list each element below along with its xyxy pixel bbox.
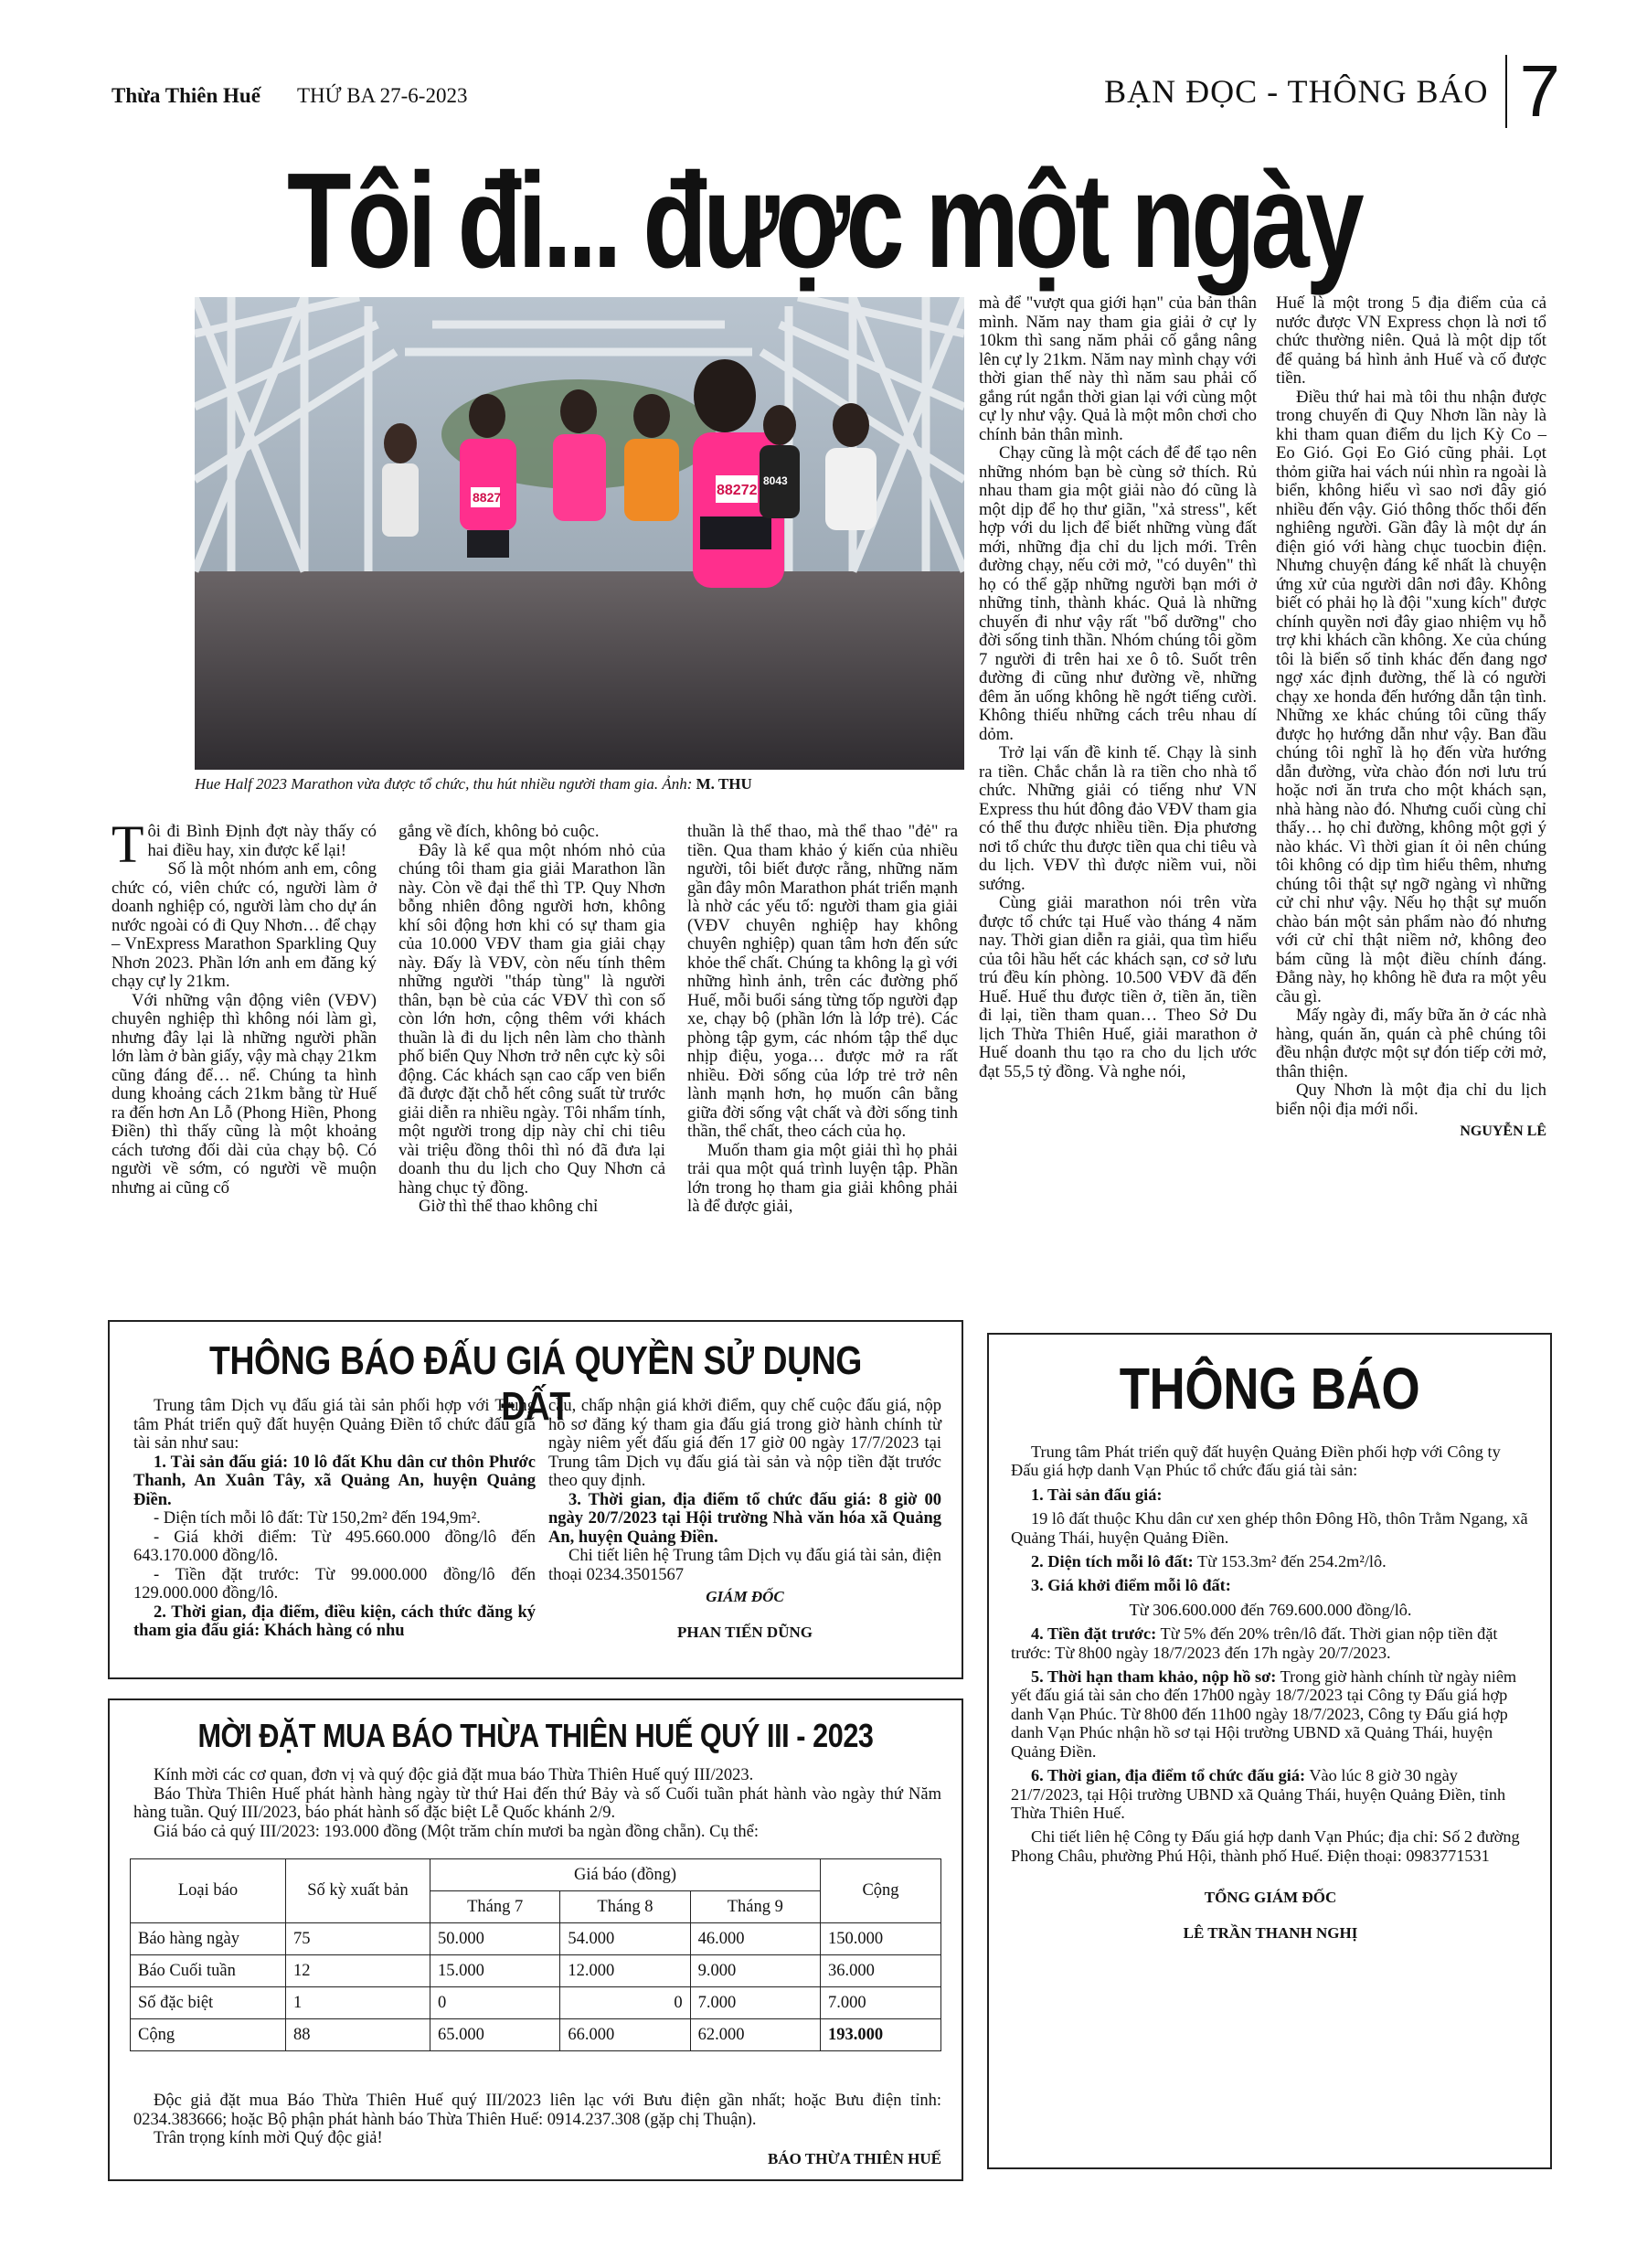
notice2-section-label: 2. Diện tích mỗi lô đất:	[1031, 1552, 1194, 1571]
marathon-runners-photo	[195, 297, 964, 770]
notice-paragraph: 3. Thời gian, địa điểm tổ chức đấu giá: 8 giờ 00 ngày 20/7/2023 tại Hội trường Nhà văn hóa xã Quảng An, huyện Quảng Điền.	[548, 1490, 941, 1547]
price-table	[130, 1858, 941, 2051]
article-paragraph: Với những vận động viên (VĐV) chuyên nghiệp thì không nói làm gì, nhưng đây lại là những người phần lớn làm ở bàn giấy, vậy mà chạy 21km cũng đáng để… nể. Chúng ta hình dung khoảng cách 21km bằng từ Huế ra đến hơn An Lỗ (Phong Hiền, Phong Điền) thì thấy cũng là một khoảng cách tương đối dài của chạy bộ. Có người về sớm, có người về muộn nhưng ai cũng cố	[112, 990, 377, 1198]
section-name: BẠN ĐỌC - THÔNG BÁO	[1104, 73, 1489, 110]
notice-title: THÔNG BÁO ĐẤU GIÁ QUYỀN SỬ DỤNG ĐẤT	[209, 1338, 862, 1429]
subscribe-paragraph: Báo Thừa Thiên Huế phát hành hàng ngày từ thứ Hai đến thứ Bảy và số Cuối tuần phát hành vào ngày thứ Năm hàng tuần. Quý III/2023, báo phát hành số đặc biệt Lễ Quốc khánh 2/9.	[133, 1784, 941, 1822]
bib-text-1: 8827	[473, 490, 502, 505]
article-column-4	[979, 294, 1257, 1081]
notice2-section-text: Trong giờ hành chính từ ngày niêm yết đấu giá tài sản cho đến 17h00 ngày 18/7/2023 tại Công ty Đấu giá hợp danh Vạn Phúc. Từ 8h00 đến 11h00 ngày 18/7/2023, Công ty Đấu giá hợp danh Vạn Phúc nhận hồ sơ tại Hội trường UBND xã Quảng Thái, huyện Quảng Điền.	[1011, 1667, 1517, 1761]
notice-paragraph: - Giá khởi điểm: Từ 495.660.000 đồng/lô đến 643.170.000 đồng/lô.	[133, 1528, 536, 1565]
article-paragraph: Đây là kể qua một nhóm nhỏ của chúng tôi tham gia giải Marathon lần này. Còn về đại thể thì TP. Quy Nhơn bỗng nhiên đông người hơn, không khí sôi động hơn khi có sự tham gia của 10.000 VĐV tham gia giải chạy này. Đấy là VĐV, còn nếu tính thêm những người "tháp tùng" là người thân, bạn bè của các VĐV thì con số còn lớn hơn, cộng thêm với khách thuần là đi du lịch nên làm cho thành phố biển Quy Nhơn trở nên cực kỳ sôi động. Các khách sạn cao cấp ven biển đã được đặt chỗ hết công suất từ trước giải diễn ra nhiều ngày. Tôi nhẩm tính, một người trong dịp này chỉ chi tiêu vài triệu đồng thôi thì nó đã đưa lại doanh thu du lịch cho Quy Nhơn cả hàng chục tỷ đồng.	[398, 840, 665, 1198]
cell-total: 7.000	[821, 1987, 941, 2019]
subscribe-paragraph: Trân trọng kính mời Quý độc giả!	[154, 2129, 383, 2147]
notice2-section-label: 1. Tài sản đấu giá:	[1031, 1485, 1163, 1504]
subscription-notice	[108, 1698, 963, 2181]
article-byline: NGUYỄN LÊ	[1460, 1123, 1546, 1139]
article-paragraph: Muốn tham gia một giải thì họ phải trải qua một quá trình luyện tập. Phần lớn trong họ tham gia giải không phải là để được giải,	[687, 1140, 958, 1216]
cell-m8: 66.000	[560, 2019, 690, 2051]
subscribe-paragraph: Giá báo cả quý III/2023: 193.000 đồng (Một trăm chín mươi ba ngàn đồng chẵn). Cụ thể:	[154, 1822, 760, 1841]
notice-sign-name: PHAN TIẾN DŨNG	[677, 1623, 813, 1641]
photo-illustration	[195, 297, 964, 770]
article-column-5	[1276, 294, 1546, 1142]
cell-count: 1	[286, 1987, 430, 2019]
cell-count: 75	[286, 1923, 430, 1955]
subscribe-intro	[133, 1766, 941, 1841]
masthead-right	[1104, 50, 1560, 132]
subscribe-sign: BÁO THỪA THIÊN HUẾ	[767, 2149, 941, 2167]
cell-m8: 54.000	[560, 1923, 690, 1955]
notice2-section-label: 4. Tiền đặt trước:	[1031, 1624, 1157, 1644]
cell-m9: 7.000	[690, 1987, 820, 2019]
table-row	[131, 1987, 941, 2019]
cell-type: Cộng	[131, 2019, 286, 2051]
notice-paragraph: 1. Tài sản đấu giá: 10 lô đất Khu dân cư thôn Phước Thanh, An Xuân Tây, xã Quảng An, huyện Quảng Điền.	[133, 1453, 536, 1509]
article-paragraph: Giờ thì thể thao không chỉ	[419, 1197, 599, 1216]
caption-credit: M. THU	[696, 775, 752, 793]
cell-m7: 50.000	[430, 1923, 560, 1955]
article-paragraph: Mấy ngày đi, mấy bữa ăn ở các nhà hàng, quán ăn, quán cà phê chúng tôi đều nhận được một sự đón tiếp cởi mở, thân thiện.	[1276, 1006, 1546, 1081]
header-type: Loại báo	[131, 1859, 286, 1923]
article-paragraph: gắng về đích, không bỏ cuộc.	[398, 822, 600, 841]
auction-notice-2	[987, 1333, 1552, 2169]
subscribe-paragraph: Độc giả đặt mua Báo Thừa Thiên Huế quý III/2023 liên lạc với Bưu điện gần nhất; hoặc Bưu điện tỉnh: 0234.383666; hoặc Bộ phận phát hành báo Thừa Thiên Huế: 0914.237.308 (gặp chị Thuận).	[133, 2092, 941, 2129]
cell-m8: 0	[560, 1987, 690, 2019]
bib-text-3: 8043	[763, 474, 788, 487]
cell-type: Báo Cuối tuần	[131, 1955, 286, 1987]
header-count: Số kỳ xuất bản	[286, 1859, 430, 1923]
cell-m7: 15.000	[430, 1955, 560, 1987]
notice2-contact: Chi tiết liên hệ Công ty Đấu giá hợp danh Vạn Phúc; địa chỉ: Số 2 đường Phong Châu, phường Phú Hội, thành phố Huế. Điện thoại: 0983771531	[1011, 1827, 1520, 1865]
cell-total: 193.000	[821, 2019, 941, 2051]
notice-paragraph: Chi tiết liên hệ Trung tâm Dịch vụ đấu giá tài sản, điện thoại 0234.3501567	[548, 1547, 941, 1584]
notice-paragraph: - Diện tích mỗi lô đất: Từ 150,2m² đến 194,9m².	[154, 1509, 481, 1528]
cell-m9: 62.000	[690, 2019, 820, 2051]
article-paragraph: Số là một nhóm anh em, công chức có, viên chức có, người làm ở doanh nghiệp có, người làm cho dự án nước ngoài có đi Quy Nhơn… để chạy – VnExpress Marathon Sparkling Quy Nhơn 2023. Phần lớn anh em đăng ký chạy cự ly 21km.	[112, 859, 377, 991]
cell-count: 88	[286, 2019, 430, 2051]
notice2-sign-role: TỔNG GIÁM ĐỐC	[1204, 1889, 1337, 1907]
notice2-section-text: 19 lô đất thuộc Khu dân cư xen ghép thôn Đông Hồ, thôn Trằm Ngang, xã Quảng Thái, huyện Quảng Điền.	[1011, 1509, 1528, 1547]
notice2-section-text: Vào lúc 8 giờ 30 ngày 21/7/2023, tại Hội trường UBND xã Quảng Thái, huyện Quảng Điền, tỉnh Thừa Thiên Huế.	[1011, 1766, 1506, 1822]
issue-date: THỨ BA 27-6-2023	[296, 84, 468, 107]
header-month-9: Tháng 9	[690, 1891, 820, 1923]
article-paragraph: thuần là thể thao, mà thể thao "đẻ" ra tiền. Qua tham khảo ý kiến của nhiều người, tôi biết được rằng, những năm gần đây môn Marathon phát triển mạnh là nhờ các yếu tố: người tham gia giải (VĐV chuyên nghiệp hay không chuyên nghiệp) quan tâm hơn đến sức khỏe thể chất. Chúng ta không lạ gì với những hình ảnh, trên các đường phố Huế, mỗi buổi sáng từng tốp người đạp xe, chạy bộ (phần lớn là lớp trẻ). Các phòng tập gym, các nhóm tập thể dục nhịp điệu, yoga… được mở ra rất nhiều. Đời sống của lớp trẻ trở nên lành mạnh hơn, họ muốn cân bằng giữa đời sống vật chất và đời sống tinh thần, thể chất, theo cách của họ.	[687, 822, 958, 1141]
caption-text: Hue Half 2023 Marathon vừa được tổ chức, thu hút nhiều người tham gia. Ảnh:	[195, 775, 693, 793]
subscribe-paragraph: Kính mời các cơ quan, đơn vị và quý độc giả đặt mua báo Thừa Thiên Huế quý III/2023.	[154, 1766, 754, 1784]
table-row	[131, 1923, 941, 1955]
cell-m8: 12.000	[560, 1955, 690, 1987]
notice-right-column	[548, 1397, 941, 1642]
header-price: Giá báo (đồng)	[430, 1859, 821, 1891]
notice-paragraph: Trung tâm Dịch vụ đấu giá tài sản phối hợp với Trung tâm Phát triển quỹ đất huyện Quảng Điền tổ chức đấu giá tài sản như sau:	[133, 1397, 536, 1453]
article-paragraph: ôi đi Bình Định đợt này thấy có hai điều hay, xin được kể lại!	[147, 822, 377, 860]
cell-type: Báo hàng ngày	[131, 1923, 286, 1955]
notice-left-column	[133, 1397, 536, 1641]
article-paragraph: Chạy cũng là một cách để để tạo nên những nhóm bạn bè cùng sở thích. Rủ nhau tham gia một giải nào đó cũng là một dịp để họ thư giãn, "xả stress", kết hợp với du lịch để biết những vùng đất mới, những địa chỉ du lịch mới. Trên đường chạy, nếu cởi mở, "có duyên" thì họ có thể gặp những người bạn mới ở những tỉnh, thành khác. Quả là những chuyến đi như vậy rất "bổ dưỡng" cho đời sống tinh thần. Nhóm chúng tôi gồm 7 người đi trên hai xe ô tô. Suốt trên đường đi cũng như đường về, những đêm ăn uống không hề ngớt tiếng cười. Không thiếu những cách trêu nhau dí dỏm.	[979, 443, 1257, 744]
masthead-left	[112, 84, 467, 108]
subscribe-title: MỜI ĐẶT MUA BÁO THỪA THIÊN HUẾ QUÝ III - 2023	[197, 1717, 874, 1754]
notice-sign-role: GIÁM ĐỐC	[706, 1588, 784, 1605]
headline: Tôi đi... được một ngày	[287, 145, 1360, 296]
header-month-8: Tháng 8	[560, 1891, 690, 1923]
table-row	[131, 1955, 941, 1987]
land-auction-notice	[108, 1320, 963, 1679]
notice-paragraph: cầu, chấp nhận giá khởi điểm, quy chế cuộc đấu giá, nộp hồ sơ đăng ký tham gia đấu giá trong giờ hành chính từ ngày niêm yết đấu giá đến 17 giờ 00 ngày 17/7/2023 tại Trung tâm Dịch vụ đấu giá tài sản và nộp tiền đặt trước theo quy định.	[548, 1397, 941, 1490]
page-number: 7	[1505, 55, 1561, 128]
subscribe-outro	[133, 2092, 941, 2168]
notice2-section-label: 3. Giá khởi điểm mỗi lô đất:	[1031, 1576, 1231, 1595]
article-paragraph: Điều thứ hai mà tôi thu nhận được trong chuyến đi Quy Nhơn lần này là khi tham quan điểm du lịch Kỳ Co – Eo Gió. Gọi Eo Gió cũng phải. Lọt thỏm giữa hai vách núi nhìn ra ngoài là biển, không hiểu vì sao nơi đây gió nhiều đến vậy. Gió thông thốc thổi đến nghiêng người. Gần đây là một dự án điện gió với hàng chục tuocbin điện. Nhưng chuyện đáng kể nhất là chuyện ứng xử của người dân nơi đây. Không biết có phải họ là đội "xung kích" được chính quyền nơi đây giao nhiệm vụ hỗ trợ khi khách cần không. Xe của chúng tôi là biển số tỉnh khác đến đang ngơ ngợ xác định đường, thế là có người chạy xe honda đến hướng dẫn tận tình. Những xe khác chúng tôi cũng thấy được họ hướng dẫn như vậy. Ban đầu chúng tôi nghĩ là họ đến vừa hướng dẫn đường, vừa chào đón nơi lưu trú hoặc nơi ăn trưa cho một khách sạn, nhà hàng nào đó. Nhưng cuối cùng chỉ thấy… họ chỉ đường, không một gợi ý nào khác. Vì thời gian ít ỏi nên chúng tôi không có dịp tìm hiểu thêm, nhưng chúng tôi thật sự ngỡ ngàng vì những cử chỉ như vậy. Nếu họ thật sự muốn chào bán một sản phẩm nào đó nhưng với cử chỉ thật niềm nở, không đeo bám cũng là một điều chính đáng. Đằng này, họ không hề đưa ra một yêu cầu gì.	[1276, 387, 1546, 1006]
cell-total: 36.000	[821, 1955, 941, 1987]
header-total: Cộng	[821, 1859, 941, 1923]
notice-paragraph: 2. Thời gian, địa điểm, điều kiện, cách thức đăng ký tham gia đấu giá: Khách hàng có nhu	[133, 1603, 536, 1640]
article-column-1	[112, 815, 377, 1198]
notice2-title: THÔNG BÁO	[1119, 1356, 1420, 1421]
cell-type: Số đặc biệt	[131, 1987, 286, 2019]
photo-caption	[195, 775, 752, 793]
cell-m7: 65.000	[430, 2019, 560, 2051]
article-column-3	[687, 823, 958, 1217]
article-paragraph: Cùng giải marathon nói trên vừa được tổ chức tại Huế vào tháng 4 năm nay. Thời gian diễn ra giải, qua tìm hiểu của tôi hầu hết các khách sạn, cơ sở lưu trú đều kín phòng. 10.500 VĐV đã đến Huế. Huế thu được tiền ở, tiền ăn, tiền đi lại, tiền tham quan… Theo Sở Du lịch Thừa Thiên Huế, giải marathon ở Huế doanh thu tạo ra cho du lịch ước đạt 55,5 tỷ đồng. Và nghe nói,	[979, 893, 1257, 1081]
cell-count: 12	[286, 1955, 430, 1987]
notice2-body	[1011, 1443, 1530, 1943]
cell-m7: 0	[430, 1987, 560, 2019]
notice2-section-text: Từ 153.3m² đến 254.2m²/lô.	[1196, 1552, 1387, 1571]
notice2-section-text: Từ 5% đến 20% trên/lô đất. Thời gian nộp tiền đặt trước: Từ 8h00 ngày 18/7/2023 đến 17h ngày 20/7/2023.	[1011, 1624, 1498, 1662]
article-paragraph: mà để "vượt qua giới hạn" của bản thân mình. Năm nay tham gia giải ở cự ly 10km thì sang năm phải cố gắng nâng lên cự ly 21km. Năm nay mình chạy với thời gian thế này thì năm sau phải cố gắng rút ngắn thời gian lại với cùng một cự ly như vậy. Quả là một môn chơi cho chính bản thân mình.	[979, 293, 1257, 444]
header-month-7: Tháng 7	[430, 1891, 560, 1923]
cell-total: 150.000	[821, 1923, 941, 1955]
notice2-sign-name: LÊ TRẦN THANH NGHỊ	[1183, 1923, 1358, 1942]
article-paragraph: Huế là một trong 5 địa điểm của cả nước được VN Express chọn là nơi tổ chức thường niên. Quả là một dịp tốt để quảng bá hình ảnh Huế và cố được tiền.	[1276, 293, 1546, 388]
article-paragraph: Quy Nhơn là một địa chỉ du lịch biển nội địa mới nổi.	[1276, 1081, 1546, 1119]
article-paragraph: Trở lại vấn đề kinh tế. Chạy là sinh ra tiền. Chắc chắn là ra tiền cho nhà tổ chức. Những giải có tiếng như VN Express thu hút đông đảo VĐV tham gia có thể thu được nhiều tiền. Địa phương nơi tổ chức thu được tiền qua chi tiêu và du lịch. VĐV thì được niềm vui, nồi sướng.	[979, 743, 1257, 894]
drop-cap: T	[112, 815, 144, 874]
newspaper-brand: Thừa Thiên Huế	[112, 84, 260, 107]
notice2-section-text: Từ 306.600.000 đến 769.600.000 đồng/lô.	[1129, 1600, 1412, 1619]
notice-paragraph: - Tiền đặt trước: Từ 99.000.000 đồng/lô đến 129.000.000 đồng/lô.	[133, 1565, 536, 1603]
notice2-section-label: 6. Thời gian, địa điểm tổ chức đấu giá:	[1031, 1766, 1306, 1785]
notice2-section-label: 5. Thời hạn tham khảo, nộp hồ sơ:	[1031, 1667, 1277, 1687]
bib-text-2: 88272	[717, 483, 758, 498]
cell-m9: 46.000	[690, 1923, 820, 1955]
notice2-intro: Trung tâm Phát triển quỹ đất huyện Quảng Điền phối hợp với Công ty Đấu giá hợp danh Vạn Phúc tổ chức đấu giá tài sản:	[1011, 1443, 1501, 1480]
cell-m9: 9.000	[690, 1955, 820, 1987]
table-row	[131, 2019, 941, 2051]
article-column-2	[398, 823, 665, 1217]
